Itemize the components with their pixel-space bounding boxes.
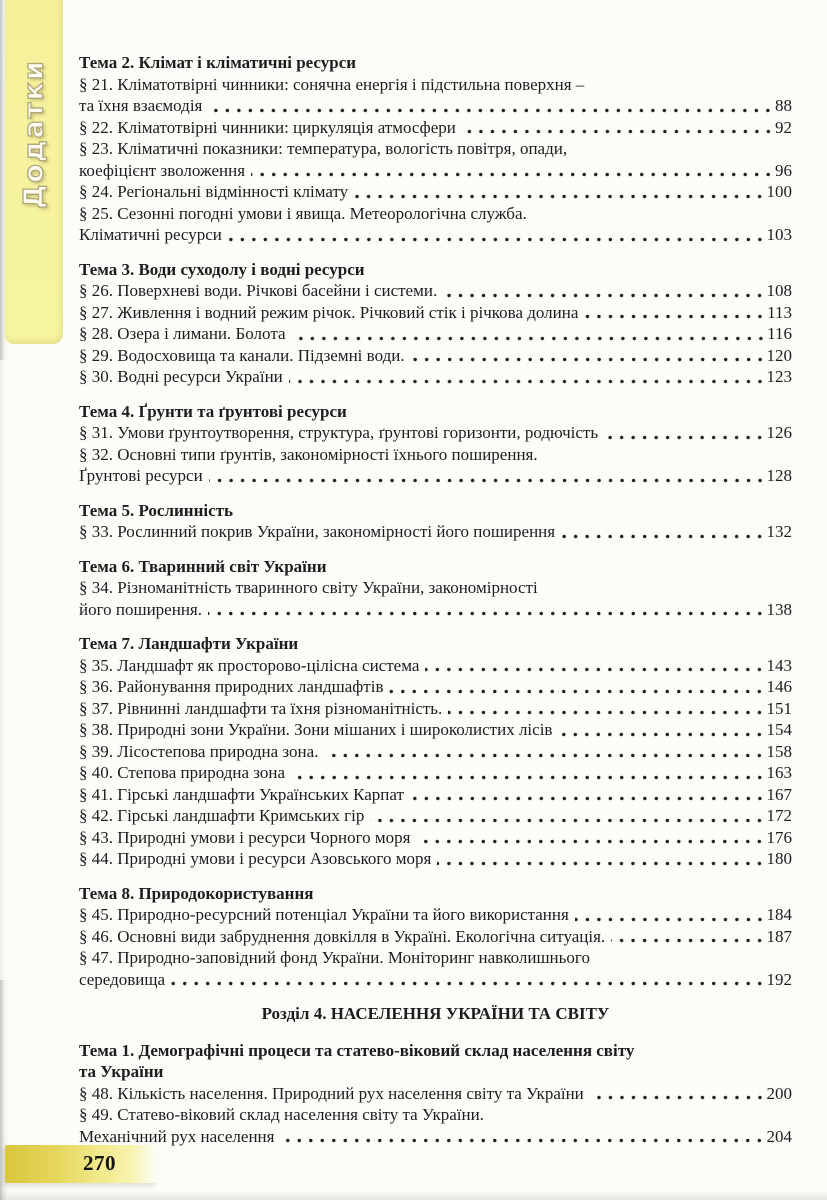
- toc-entry-text: § 42. Гірські ландшафти Кримських гір: [79, 806, 365, 825]
- theme-heading: Тема 1. Демографічні процеси та статево-віковий склад населення світу: [79, 1040, 635, 1060]
- toc-entry-line: [79, 784, 792, 806]
- toc-page-number: 116: [767, 324, 792, 343]
- toc-entry-line: [79, 926, 792, 948]
- toc-page-number: 167: [766, 784, 792, 804]
- toc-page-number: 128: [766, 466, 792, 485]
- theme-heading: Тема 7. Ландшафти України: [79, 634, 299, 653]
- toc-entry-text: § 24. Регіональні відмінності клімату: [79, 182, 349, 201]
- toc-entry-text: § 30. Водні ресурси України: [79, 367, 283, 386]
- theme-heading: Тема 4. Ґрунти та ґрунтові ресурси: [79, 401, 347, 421]
- toc-entry-line: [79, 138, 792, 160]
- toc-theme-block: [79, 259, 792, 388]
- dotted-leader: [251, 171, 774, 178]
- toc-page-number: 184: [766, 905, 792, 924]
- dotted-leader: [208, 107, 774, 114]
- toc-entry-text: § 40. Степова природна зона: [79, 763, 286, 782]
- toc-theme-block: [79, 633, 792, 870]
- toc-theme-block: [79, 52, 792, 246]
- appendix-side-tab: [5, 0, 63, 344]
- toc-entry-line: [79, 676, 792, 698]
- dotted-leader: [171, 980, 765, 987]
- dotted-leader: [292, 335, 767, 342]
- toc-entry-line: [79, 366, 792, 388]
- toc-entry-text: § 47. Природно-заповідний фонд України. Моніторинг навколишнього: [79, 948, 590, 967]
- toc-entry-text: § 48. Кількість населення. Природний рух населення світу та України: [79, 1083, 584, 1103]
- toc-entry-line: [79, 422, 792, 444]
- toc-theme-block: [79, 500, 792, 543]
- toc-page-number: 158: [766, 741, 792, 761]
- dotted-leader: [370, 817, 765, 824]
- toc-page-number: 108: [766, 281, 792, 300]
- toc-entry-text: коефіцієнт зволоження: [79, 160, 246, 180]
- toc-page-number: 204: [766, 1126, 792, 1146]
- toc-entry-line: [79, 160, 792, 182]
- toc-entry-text: § 28. Озера і лимани. Болота: [79, 324, 286, 343]
- toc-page-number: 143: [766, 655, 792, 675]
- footer-page-band: [5, 1145, 157, 1183]
- toc-entry-line: [79, 762, 792, 784]
- page-edge-bottom-shading: [0, 1190, 827, 1200]
- toc-entry-line: [79, 302, 792, 324]
- toc-page-number: 154: [766, 720, 792, 739]
- toc-entry-line: [79, 827, 792, 849]
- toc-entry-line: [79, 95, 792, 117]
- dotted-leader: [425, 666, 765, 673]
- toc-page-number: 96: [775, 160, 792, 180]
- toc-page-number: 200: [766, 1083, 792, 1103]
- toc-entry-text: § 43. Природні умови і ресурси Чорного моря: [79, 827, 411, 847]
- toc-entry-text: § 22. Кліматотвірні чинники: циркуляція атмосфери: [79, 117, 456, 137]
- toc-entry-line: [79, 904, 792, 926]
- dotted-leader: [443, 292, 765, 299]
- toc: [79, 52, 792, 1160]
- toc-entry-line: [79, 599, 792, 621]
- theme-heading: Тема 5. Рослинність: [79, 500, 233, 520]
- toc-entry-text: Механічний рух населення: [79, 1126, 275, 1146]
- chapter-heading: Розділ 4. НАСЕЛЕННЯ УКРАЇНИ ТА СВІТУ: [261, 1004, 610, 1023]
- toc-entry-text: § 31. Умови ґрунтоутворення, структура, ґрунтові горизонти, родючість: [79, 423, 599, 442]
- toc-page-number: 100: [766, 182, 792, 201]
- toc-page-number: 187: [766, 926, 792, 946]
- toc-theme-block: [79, 1040, 792, 1148]
- toc-entry-text: Кліматичні ресурси: [79, 225, 222, 244]
- toc-entry-text: § 46. Основні види забруднення довкілля в Україні. Екологічна ситуація.: [79, 926, 606, 946]
- toc-entry-line: [79, 521, 792, 543]
- toc-entry-text: § 36. Районування природних ландшафтів: [79, 677, 384, 696]
- dotted-leader: [208, 610, 766, 617]
- toc-entry-text: § 34. Різноманітність тваринного світу України, закономірності: [79, 578, 538, 597]
- dotted-leader: [604, 434, 765, 441]
- dotted-leader: [280, 1137, 765, 1144]
- dotted-leader: [411, 356, 766, 363]
- toc-page-number: 103: [766, 225, 792, 244]
- toc-entry-line: [79, 280, 792, 302]
- theme-heading: та України: [79, 1062, 164, 1081]
- toc-entry-text: § 26. Поверхневі води. Річкові басейни і системи.: [79, 281, 438, 300]
- toc-page-number: 88: [775, 96, 792, 115]
- toc-page-number: 132: [766, 522, 792, 541]
- toc-theme-block: [79, 556, 792, 621]
- toc-page-number: 192: [766, 969, 792, 989]
- toc-page-number: 120: [766, 345, 792, 365]
- toc-entry-text: та їхня взаємодія: [79, 96, 203, 115]
- toc-entry-text: § 27. Живлення і водний режим річок. Річковий стік і річкова долина: [79, 302, 579, 322]
- toc-entry-line: [79, 323, 792, 345]
- toc-entry-line: [79, 805, 792, 827]
- toc-page-number: 126: [766, 423, 792, 442]
- dotted-leader: [289, 378, 766, 385]
- toc-entry-line: [79, 203, 792, 225]
- toc-entry-text: § 45. Природно-ресурсний потенціал України та його використання: [79, 905, 569, 924]
- toc-entry-text: § 25. Сезонні погодні умови і явища. Метеорологічна служба.: [79, 203, 527, 223]
- dotted-leader: [561, 533, 765, 540]
- theme-heading: Тема 2. Клімат і кліматичні ресурси: [79, 53, 357, 72]
- toc-entry-line: [79, 1083, 792, 1105]
- toc-entry-line: [79, 444, 792, 466]
- toc-page-number: 180: [766, 849, 792, 868]
- dotted-leader: [291, 774, 765, 781]
- dotted-leader: [228, 236, 766, 243]
- toc-entry-text: § 32. Основні типи ґрунтів, закономірності їхнього поширення.: [79, 444, 538, 464]
- toc-page-number: 151: [766, 698, 792, 718]
- toc-entry-line: [79, 719, 792, 741]
- toc-page-number: 163: [766, 763, 792, 782]
- toc-page-number: 146: [766, 677, 792, 696]
- toc-page-number: 123: [766, 367, 792, 386]
- toc-entry-text: середовища: [79, 969, 166, 989]
- toc-entry-text: § 49. Статево-віковий склад населення світу та України.: [79, 1105, 484, 1124]
- toc-entry-text: його поширення.: [79, 599, 202, 619]
- theme-heading: Тема 8. Природокористування: [79, 883, 314, 903]
- dotted-leader: [209, 477, 766, 484]
- toc-entry-text: § 37. Рівнинні ландшафти та їхня різноманітність.: [79, 698, 443, 718]
- dotted-leader: [590, 1094, 766, 1101]
- theme-heading: Тема 3. Води суходолу і водні ресурси: [79, 259, 365, 279]
- toc-entry-text: § 38. Природні зони України. Зони мішаних і широколистих лісів: [79, 720, 553, 739]
- dotted-leader: [584, 313, 766, 320]
- toc-entry-line: [79, 181, 792, 203]
- appendix-tab-label: Додатки: [18, 59, 50, 209]
- toc-theme-block: [79, 401, 792, 487]
- toc-entry-text: Ґрунтові ресурси: [79, 466, 203, 485]
- dotted-leader: [611, 937, 765, 944]
- toc-entry-text: § 35. Ландшафт як просторово-цілісна система: [79, 655, 420, 675]
- toc-entry-line: [79, 1104, 792, 1126]
- toc-page-number: 172: [766, 806, 792, 825]
- toc-entry-text: § 33. Рослинний покрив України, закономірності його поширення: [79, 522, 556, 541]
- toc-page-number: 138: [766, 599, 792, 619]
- dotted-leader: [354, 193, 765, 200]
- toc-page-number: 92: [775, 117, 792, 137]
- dotted-leader: [410, 795, 766, 802]
- dotted-leader: [558, 731, 765, 738]
- toc-entry-line: [79, 345, 792, 367]
- toc-entry-line: [79, 74, 792, 96]
- dotted-leader: [448, 709, 765, 716]
- page-edge-left-fade: [0, 360, 8, 980]
- toc-theme-block: [79, 883, 792, 991]
- toc-entry-line: [79, 655, 792, 677]
- dotted-leader: [437, 860, 765, 867]
- theme-heading: Тема 6. Тваринний світ України: [79, 556, 327, 576]
- toc-entry-line: [79, 947, 792, 969]
- toc-entry-text: § 29. Водосховища та канали. Підземні води.: [79, 345, 405, 365]
- toc-entry-line: [79, 117, 792, 139]
- toc-entry-text: § 41. Гірські ландшафти Українських Карпат: [79, 784, 404, 804]
- toc-entry-line: [79, 741, 792, 763]
- dotted-leader: [575, 916, 766, 923]
- toc-entry-line: [79, 698, 792, 720]
- toc-entry-line: [79, 969, 792, 991]
- toc-entry-line: [79, 224, 792, 246]
- toc-entry-text: § 21. Кліматотвірні чинники: сонячна енергія і підстильна поверхня –: [79, 74, 585, 94]
- toc-entry-text: § 44. Природні умови і ресурси Азовського моря: [79, 849, 432, 868]
- dotted-leader: [462, 128, 774, 135]
- toc-entry-line: [79, 465, 792, 487]
- toc-entry-line: [79, 1126, 792, 1148]
- toc-page-number: 113: [767, 302, 792, 322]
- dotted-leader: [389, 688, 765, 695]
- toc-entry-line: [79, 848, 792, 870]
- toc-page-number: 176: [766, 827, 792, 847]
- toc-entry-text: § 23. Кліматичні показники: температура, вологість повітря, опади,: [79, 139, 568, 158]
- toc-entry-line: [79, 577, 792, 599]
- dotted-leader: [416, 838, 765, 845]
- toc-entry-text: § 39. Лісостепова природна зона.: [79, 741, 319, 761]
- dotted-leader: [324, 752, 765, 759]
- footer-page-number: 270: [83, 1151, 116, 1175]
